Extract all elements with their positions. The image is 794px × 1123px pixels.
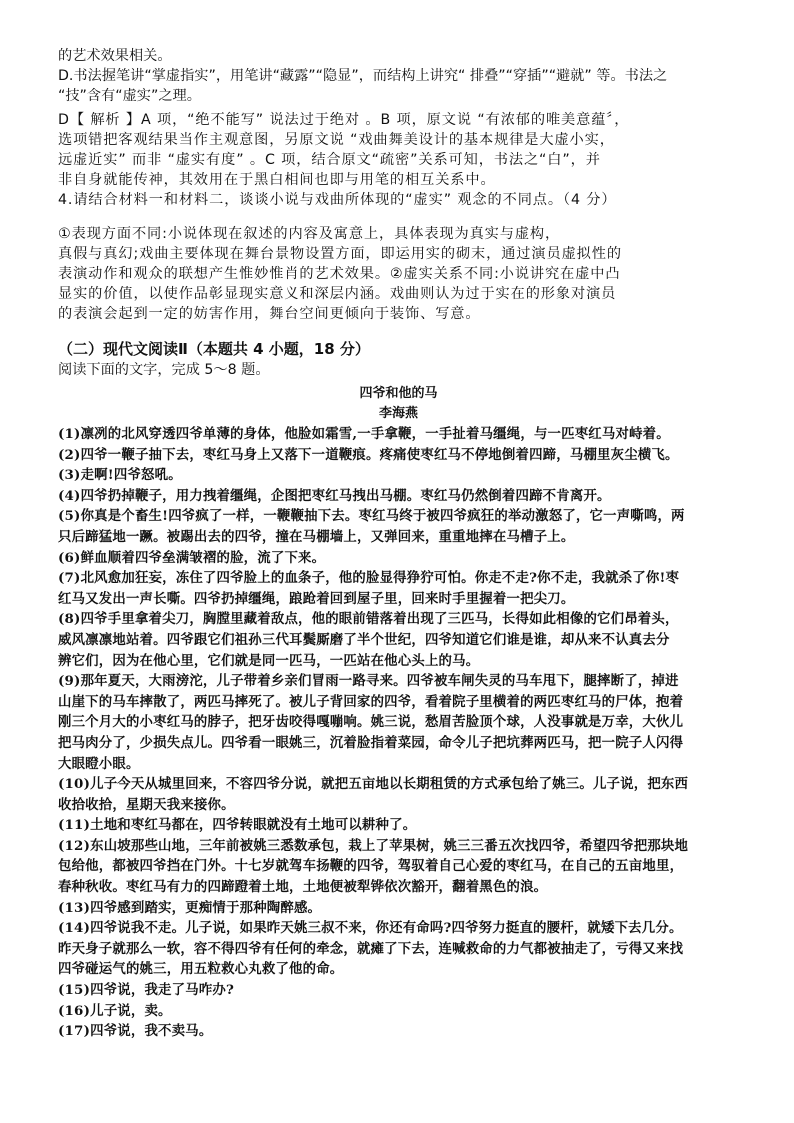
story-line: (8)四爷手里拿着尖刀，胸膛里藏着敌点，他的眼前错落着出现了三匹马，长得如此相像的它们昂着头，	[58, 611, 679, 628]
story-line: 只后蹄猛地一蹶。被踢出去的四爷，撞在马棚墙上，又弹回来，重重地摔在马槽子上。	[58, 528, 575, 545]
story-line: 四爷碰运气的姚三，用五粒救心丸救了他的命。	[58, 961, 344, 978]
story-line: 山崖下的马车摔散了，两匹马摔死了。被儿子背回家的四爷，看着院子里横着的两匹枣红马的尸体，抱着	[58, 693, 684, 710]
story-line: (14)四爷说我不走。儿子说，如果昨天姚三叔不来，你还有命吗?四爷努力挺直的腰杆，就矮下去几分。	[58, 920, 683, 937]
story-body	[58, 424, 739, 1042]
section-instruction: 阅读下面的文字，完成 5～8 题。	[58, 362, 270, 378]
story-line: (1)凛冽的北风穿透四爷单薄的身体，他脸如霜雪,一手拿鞭，一手扯着马缰绳，与一匹枣红马对峙着。	[58, 426, 670, 442]
story-line: (16)儿子说，卖。	[58, 1002, 172, 1019]
story-line: 辨它们，因为在他心里，它们就是同一匹马，一匹站在他心头上的马。	[58, 652, 480, 669]
story-line: (3)走啊!四爷怒吼。	[58, 467, 182, 484]
story-line: (7)北风愈加狂妄，冻住了四爷脸上的血条子，他的脸显得狰狞可怕。你走不走?你不走，我就杀了你!枣	[58, 570, 680, 587]
story-line: (10)儿子今天从城里回来，不容四爷分说，就把五亩地以长期租赁的方式承包给了姚三。儿子说，把东西	[58, 776, 689, 793]
text-line: 远虚近实” 而非 “虚实有度” 。C 项，结合原文“疏密”关系可知，书法之“白”，并	[58, 152, 601, 168]
story-line: (12)东山坡那些山地，三年前被姚三悉数承包，栽上了苹果树，姚三三番五次找四爷，希望四爷把那块地	[58, 837, 689, 854]
text-line: 显实的价值，以使作品彰显现实意义和深层内涵。戏曲则认为过于实在的形象对演员	[58, 286, 617, 302]
previous-options-block	[58, 46, 739, 106]
story-line: 昨天身子就那么一软，容不得四爷有任何的牵念，就瘫了下去，连喊救命的力气都被抽走了，亏得又来找	[58, 940, 684, 957]
story-title: 四爷和他的马	[359, 386, 438, 401]
story-line: (13)四爷感到踏实，更痴情于那种陶醉感。	[58, 899, 322, 916]
story-line: (4)四爷扔掉鞭子，用力拽着缰绳，企图把枣红马拽出马棚。枣红马仍然倒着四蹄不肯离开。	[58, 487, 611, 504]
text-line: 真假与真幻;戏曲主要体现在舞台景物设置方面，即运用实的砌末，通过演员虚拟性的	[58, 246, 622, 262]
section-title: （二）现代文阅读Ⅱ（本题共 4 小题，18 分）	[58, 340, 370, 358]
text-line: 选项错把客观结果当作主观意图，另原文说 “戏曲舞美设计的基本规律是大虚小实，	[58, 132, 615, 148]
story-line: 收拾收拾，星期天我来接你。	[58, 796, 235, 813]
answer-block	[58, 224, 739, 324]
story-line: 春种秋收。枣红马有力的四蹄蹬着土地，土地便被犁铧依次豁开，翻着黑色的浪。	[58, 879, 548, 896]
story-line: 包给他，都被四爷挡在门外。十七岁就驾车扬鞭的四爷，驾驭着自己心爱的枣红马，在自己的五亩地里，	[58, 858, 684, 875]
story-line: (9)那年夏天，大雨滂沱，儿子带着乡亲们冒雨一路寻来。四爷被车闸失灵的马车甩下，腿摔断了，掉进	[58, 673, 679, 690]
story-line: 大眼瞪小眼。	[58, 755, 140, 772]
text-line: D【 解析 】A 项，“绝不能写” 说法过于绝对 。B 项，原文说 “有浓郁的唯美意蕴〞，	[58, 112, 630, 128]
story-line: (5)你真是个畜生!四爷疯了一样，一鞭鞭抽下去。枣红马终于被四爷疯狂的举动激怒了，它一声嘶鸣，两	[58, 508, 685, 525]
text-line: D.书法握笔讲“掌虚指实”，用笔讲“藏露”“隐显”，而结构上讲究“ 排叠”“穿插”“避就” 等。书法之	[58, 68, 668, 84]
question-4: 4.请结合材料一和材料二，谈谈小说与戏曲所体现的“虚实” 观念的不同点。（4 分）	[58, 192, 617, 208]
text-line: 的表演会起到一定的妨害作用，舞台空间更倾向于装饰、写意。	[58, 306, 481, 322]
text-line: “技”含有“虚实”之理。	[58, 88, 201, 104]
story-line: (6)鲜血顺着四爷垒满皱褶的脸，流了下来。	[58, 549, 326, 566]
text-line: 表演动作和观众的联想产生惟妙惟肖的艺术效果。②虚实关系不同:小说讲究在虚中凸	[58, 266, 621, 282]
story-line: 威风凛凛地站着。四爷跟它们祖孙三代耳鬓厮磨了半个世纪，四爷知道它们谁是谁，却从来不认真去分	[58, 631, 670, 648]
story-line: (15)四爷说，我走了马咋办?	[58, 982, 235, 999]
text-line: 的艺术效果相关。	[58, 48, 172, 64]
story-line: 刚三个月大的小枣红马的脖子，把牙齿咬得嘎嘣响。姚三说，愁眉苦脸顶个球，人没事就是万幸，大伙儿	[58, 714, 684, 731]
story-line: (11)土地和枣红马都在，四爷转眼就没有土地可以耕种了。	[58, 817, 417, 834]
text-line: ①表现方面不同:小说体现在叙述的内容及寓意上，具体表现为真实与虚构，	[58, 226, 561, 242]
story-line: 把马肉分了，少损失点儿。四爷看一眼姚三，沉着脸指着菜园，命令儿子把坑葬两匹马，把一院子人闪得	[58, 734, 684, 751]
story-line: (17)四爷说，我不卖马。	[58, 1023, 213, 1040]
story-line: (2)四爷一鞭子抽下去，枣红马身上又落下一道鞭痕。疼痛使枣红马不停地倒着四蹄，马棚里灰尘横飞。	[58, 446, 679, 463]
analysis-block	[58, 110, 739, 210]
story-line: 红马又发出一声长嘶。四爷扔掉缰绳，踉跄着回到屋子里，回来时手里握着一把尖刀。	[58, 590, 575, 607]
text-line: 非自身就能传神，其效用在于黑白相间也即与用笔的相互关系中。	[58, 172, 496, 188]
story-author: 李海燕	[378, 406, 418, 421]
